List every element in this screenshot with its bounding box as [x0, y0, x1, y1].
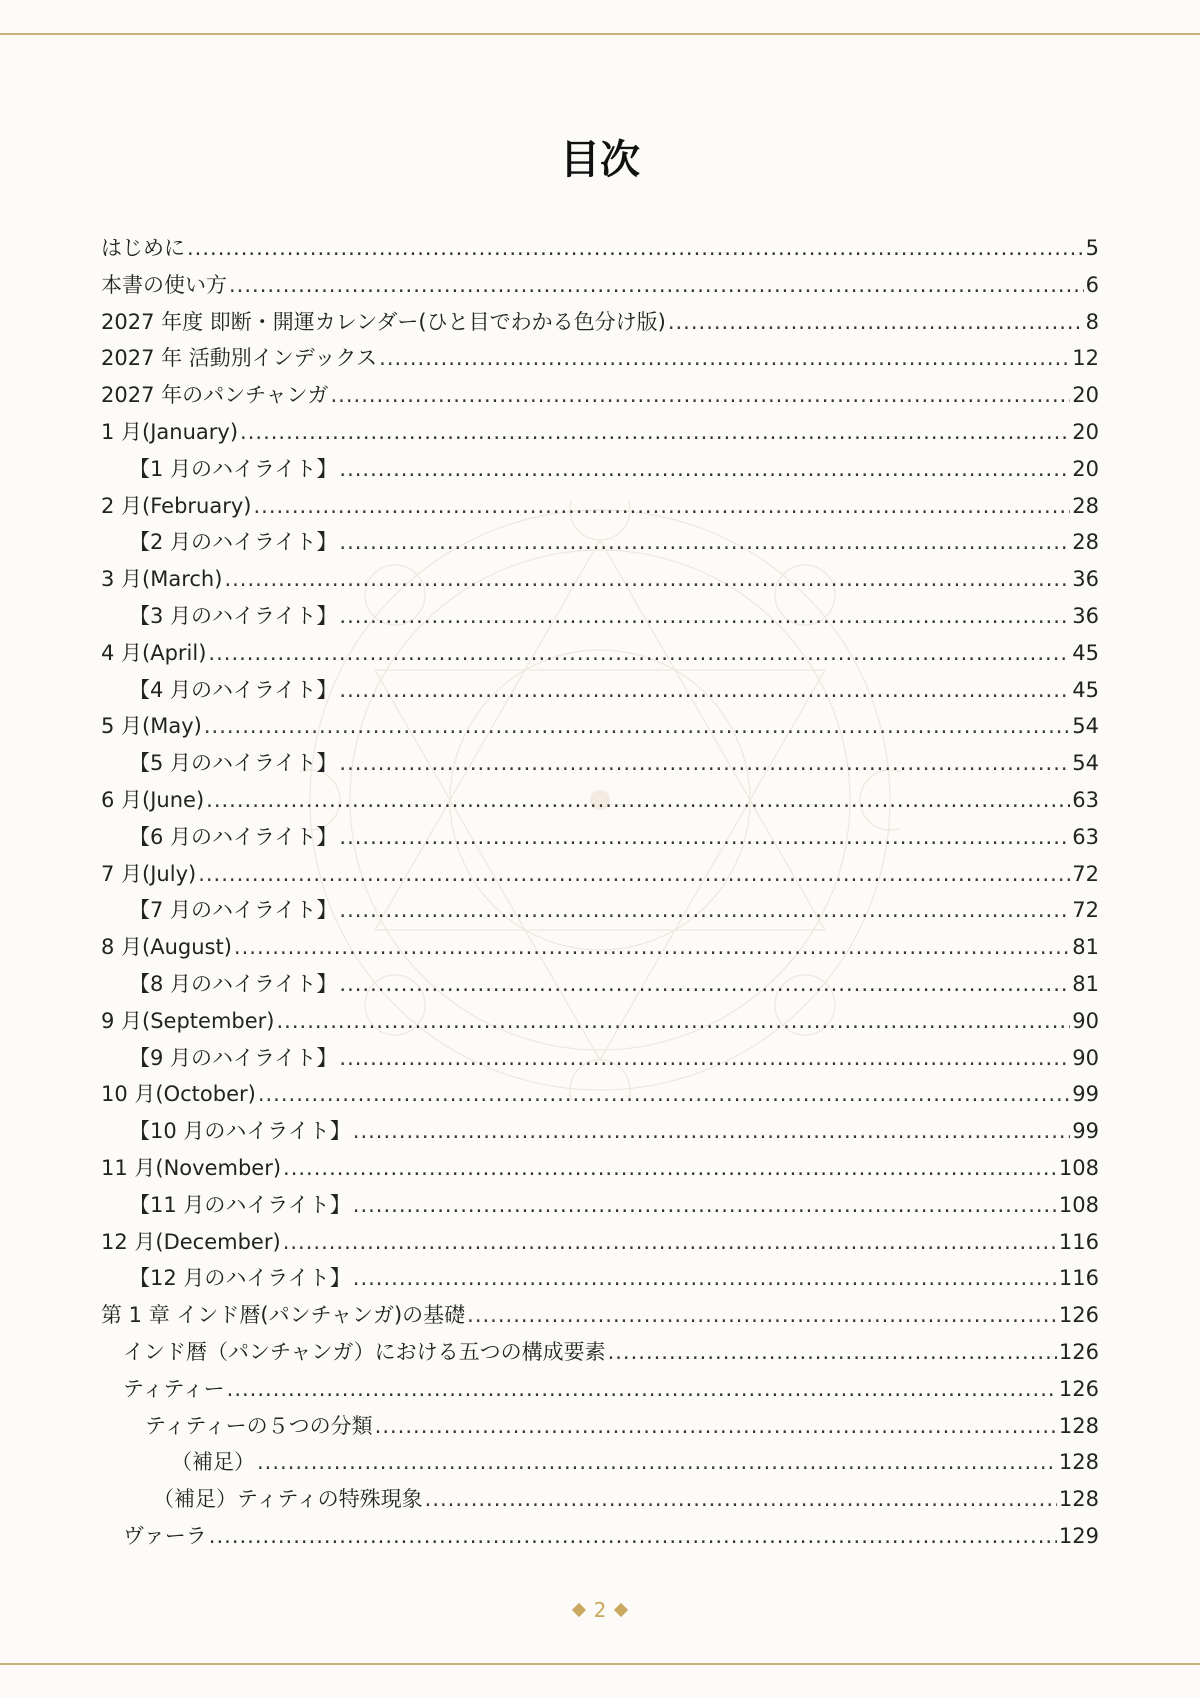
toc-entry[interactable]: [101, 819, 1099, 856]
toc-leader-dots: [229, 267, 1084, 304]
toc-entry-title: 5 月(May): [101, 714, 202, 739]
toc-entry-page: 126: [1058, 1376, 1099, 1401]
toc-entry-page: 20: [1072, 456, 1099, 481]
diamond-icon: [614, 1603, 628, 1617]
diamond-icon: [572, 1603, 586, 1617]
toc-entry[interactable]: [101, 598, 1099, 635]
toc-entry[interactable]: [101, 635, 1099, 672]
toc-entry-page: 108: [1058, 1155, 1099, 1180]
toc-leader-dots: [467, 1297, 1057, 1334]
toc-leader-dots: [353, 1260, 1057, 1297]
toc-leader-dots: [331, 377, 1071, 414]
toc-entry-title: 2 月(February): [101, 493, 252, 518]
toc-leader-dots: [339, 745, 1070, 782]
toc-entry-page: 45: [1072, 677, 1099, 702]
bottom-rule: [0, 1663, 1200, 1665]
toc-leader-dots: [379, 340, 1070, 377]
toc-entry-page: 126: [1058, 1339, 1099, 1364]
toc-entry[interactable]: [101, 561, 1099, 598]
toc-entry-title: 本書の使い方: [101, 272, 227, 297]
toc-entry[interactable]: [101, 1408, 1099, 1445]
toc-entry-page: 72: [1072, 861, 1099, 886]
toc-entry-title: ティティーの５つの分類: [145, 1413, 373, 1438]
toc-entry-title: 2027 年のパンチャンガ: [101, 383, 329, 408]
toc-entry[interactable]: [101, 672, 1099, 709]
page-title: 目次: [560, 137, 640, 183]
toc-entry-title: 4 月(April): [101, 640, 207, 665]
top-rule: [0, 33, 1200, 35]
page-footer: [0, 1598, 1200, 1622]
toc-entry[interactable]: [101, 1076, 1099, 1113]
toc-entry-page: 63: [1072, 787, 1099, 812]
toc-entry-page: 129: [1058, 1523, 1099, 1548]
toc-entry-page: 116: [1058, 1266, 1099, 1291]
toc-entry-title: 3 月(March): [101, 567, 223, 592]
toc-leader-dots: [253, 488, 1070, 525]
toc-entry-page: 99: [1072, 1119, 1099, 1144]
toc-entry[interactable]: [101, 708, 1099, 745]
toc-entry-title: 【3 月のハイライト】: [129, 603, 338, 628]
toc-entry-title: （補足）ティティの特殊現象: [153, 1487, 423, 1512]
toc-entry-title: 10 月(October): [101, 1082, 256, 1107]
toc-entry[interactable]: [101, 1518, 1099, 1555]
toc-entry[interactable]: [101, 1224, 1099, 1261]
toc-entry-page: 20: [1072, 383, 1099, 408]
toc-entry-title: ティティー: [123, 1376, 225, 1401]
toc-entry-page: 20: [1072, 419, 1099, 444]
toc-entry-page: 108: [1058, 1192, 1099, 1217]
toc-entry[interactable]: [101, 745, 1099, 782]
toc-entry[interactable]: [101, 1003, 1099, 1040]
page-number: 2: [593, 1598, 607, 1622]
toc-entry-page: 54: [1072, 714, 1099, 739]
toc-leader-dots: [339, 598, 1070, 635]
toc-entry-page: 28: [1072, 493, 1099, 518]
toc-entry-title: 6 月(June): [101, 787, 205, 812]
toc-entry[interactable]: [101, 1150, 1099, 1187]
toc-leader-dots: [187, 230, 1084, 267]
toc-leader-dots: [339, 672, 1070, 709]
toc-entry[interactable]: [101, 1481, 1099, 1518]
toc-entry[interactable]: [101, 1113, 1099, 1150]
toc-entry-title: 7 月(July): [101, 861, 197, 886]
toc-entry[interactable]: [101, 892, 1099, 929]
toc-entry-title: 【9 月のハイライト】: [129, 1045, 338, 1070]
toc-leader-dots: [206, 782, 1070, 819]
toc-entry-page: 63: [1072, 824, 1099, 849]
toc-entry-page: 72: [1072, 898, 1099, 923]
toc-entry[interactable]: [101, 1371, 1099, 1408]
toc-entry-title: 【11 月のハイライト】: [129, 1192, 351, 1217]
toc-entry-title: 2027 年 活動別インデックス: [101, 346, 378, 371]
toc-entry-page: 128: [1058, 1450, 1099, 1475]
toc-entry[interactable]: [101, 856, 1099, 893]
toc-entry[interactable]: [101, 1040, 1099, 1077]
toc-leader-dots: [375, 1408, 1057, 1445]
toc-entry-page: 28: [1072, 530, 1099, 555]
toc-entry[interactable]: [101, 1187, 1099, 1224]
toc-entry-title: 1 月(January): [101, 419, 239, 444]
toc-entry[interactable]: [101, 414, 1099, 451]
toc-leader-dots: [339, 524, 1070, 561]
toc-entry-page: 116: [1058, 1229, 1099, 1254]
toc-entry-page: 90: [1072, 1008, 1099, 1033]
toc-entry-title: 8 月(August): [101, 935, 232, 960]
toc-entry-page: 45: [1072, 640, 1099, 665]
toc-leader-dots: [227, 1371, 1057, 1408]
toc-leader-dots: [224, 561, 1070, 598]
toc-entry-page: 81: [1072, 971, 1099, 996]
toc-entry[interactable]: [101, 1444, 1099, 1481]
toc-leader-dots: [339, 1040, 1070, 1077]
toc-entry[interactable]: [101, 929, 1099, 966]
toc-entry[interactable]: [101, 340, 1099, 377]
toc-entry-title: 【2 月のハイライト】: [129, 530, 338, 555]
toc-entry-page: 81: [1072, 935, 1099, 960]
toc-entry-title: 2027 年度 即断・開運カレンダー(ひと目でわかる色分け版): [101, 309, 666, 334]
toc-leader-dots: [608, 1334, 1057, 1371]
toc-leader-dots: [353, 1113, 1070, 1150]
toc-entry-title: インド暦（パンチャンガ）における五つの構成要素: [123, 1339, 606, 1364]
toc-entry-page: 36: [1072, 567, 1099, 592]
toc-entry-title: （補足）: [171, 1450, 255, 1475]
toc-leader-dots: [339, 451, 1070, 488]
toc-entry-title: 【4 月のハイライト】: [129, 677, 338, 702]
toc-entry[interactable]: [101, 966, 1099, 1003]
toc-entry-page: 128: [1058, 1487, 1099, 1512]
toc-leader-dots: [258, 1076, 1070, 1113]
toc-entry-page: 8: [1085, 309, 1099, 334]
toc-entry[interactable]: [101, 1297, 1099, 1334]
toc-entry-title: 【6 月のハイライト】: [129, 824, 338, 849]
toc-entry-page: 5: [1085, 236, 1099, 260]
toc-entry[interactable]: [101, 451, 1099, 488]
toc-entry[interactable]: [101, 377, 1099, 414]
toc-leader-dots: [204, 708, 1070, 745]
toc-entry-page: 128: [1058, 1413, 1099, 1438]
toc-entry-title: 【10 月のハイライト】: [129, 1119, 351, 1144]
toc-leader-dots: [240, 414, 1070, 451]
toc-entry-page: 126: [1058, 1303, 1099, 1328]
toc-leader-dots: [208, 635, 1070, 672]
toc-leader-dots: [209, 1518, 1057, 1555]
toc-leader-dots: [198, 856, 1070, 893]
toc-leader-dots: [283, 1150, 1057, 1187]
toc-entry-title: 【5 月のハイライト】: [129, 751, 338, 776]
toc-leader-dots: [234, 929, 1070, 966]
toc-entry[interactable]: [101, 782, 1099, 819]
toc-entry-title: 【8 月のハイライト】: [129, 971, 338, 996]
toc-entry-title: はじめに: [101, 236, 185, 260]
toc-entry-title: 9 月(September): [101, 1008, 275, 1033]
toc-entry-page: 6: [1085, 272, 1099, 297]
table-of-contents: [101, 230, 1099, 1555]
toc-entry[interactable]: [101, 230, 1099, 267]
toc-entry[interactable]: [101, 267, 1099, 304]
toc-entry[interactable]: [101, 304, 1099, 341]
toc-entry-page: 36: [1072, 603, 1099, 628]
toc-entry[interactable]: [101, 488, 1099, 525]
toc-leader-dots: [668, 304, 1084, 341]
toc-leader-dots: [425, 1481, 1057, 1518]
toc-entry-title: 第 1 章 インド暦(パンチャンガ)の基礎: [101, 1303, 466, 1328]
toc-entry-page: 99: [1072, 1082, 1099, 1107]
toc-entry[interactable]: [101, 1260, 1099, 1297]
toc-entry[interactable]: [101, 524, 1099, 561]
toc-entry-page: 90: [1072, 1045, 1099, 1070]
toc-entry-title: 【12 月のハイライト】: [129, 1266, 351, 1291]
toc-entry-title: 12 月(December): [101, 1229, 281, 1254]
toc-entry-page: 12: [1072, 346, 1099, 371]
toc-leader-dots: [283, 1224, 1057, 1261]
toc-leader-dots: [339, 819, 1070, 856]
toc-entry-page: 54: [1072, 751, 1099, 776]
toc-leader-dots: [257, 1444, 1057, 1481]
toc-entry-title: 【1 月のハイライト】: [129, 456, 338, 481]
toc-leader-dots: [339, 966, 1070, 1003]
toc-leader-dots: [339, 892, 1070, 929]
toc-entry-title: ヴァーラ: [123, 1523, 207, 1548]
toc-leader-dots: [353, 1187, 1057, 1224]
toc-entry[interactable]: [101, 1334, 1099, 1371]
toc-leader-dots: [277, 1003, 1071, 1040]
toc-entry-title: 【7 月のハイライト】: [129, 898, 338, 923]
toc-entry-title: 11 月(November): [101, 1155, 282, 1180]
